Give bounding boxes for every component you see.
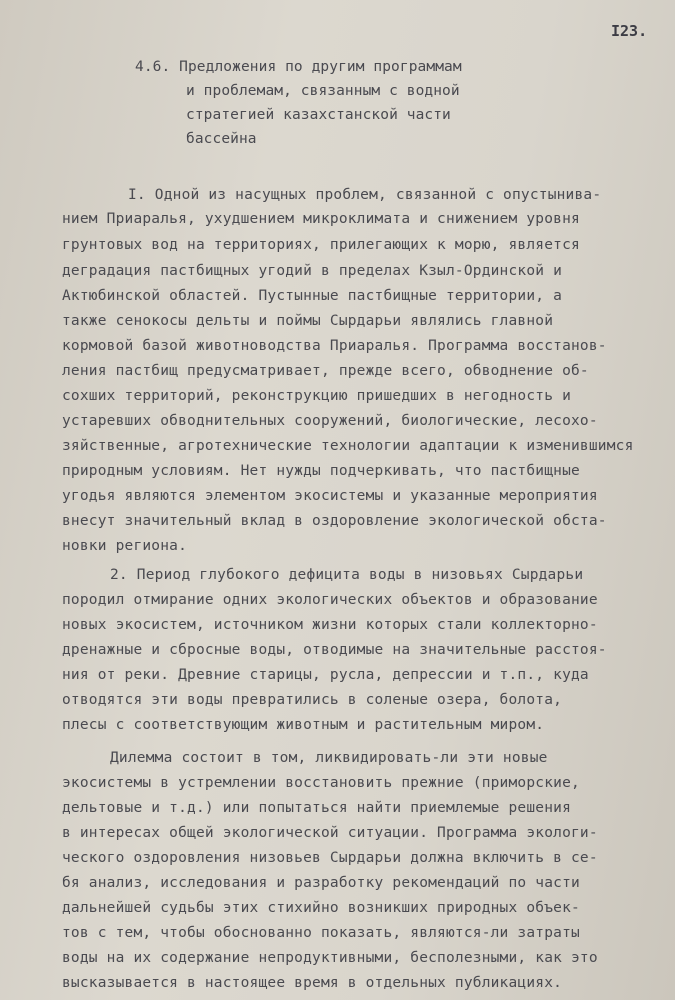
text-line: также сенокосы дельты и поймы Сырдарьи являлись главной (62, 313, 554, 329)
text-line: деградация пастбищных угодий в пределах Кзыл-Ординской и (62, 263, 563, 279)
text-line: высказывается в настоящее время в отдельных публикациях. (62, 975, 563, 991)
text-line: бя анализ, исследования и разработку рекомендаций по части (62, 875, 580, 891)
text-line: новых экосистем, источником жизни которых стали коллекторно- (62, 617, 598, 633)
text-line: зяйственные, агротехнические технологии адаптации к изменившимся (62, 438, 634, 454)
heading-line: стратегией казахстанской части (186, 107, 451, 123)
text-line: ческого оздоровления низовьев Сырдарьи должна включить в се- (62, 850, 598, 866)
text-line: Дилемма состоит в том, ликвидировать-ли эти новые (110, 750, 548, 766)
text-line: новки региона. (62, 538, 188, 554)
text-line: угодья являются элементом экосистемы и указанные мероприятия (62, 488, 598, 504)
text-line: дренажные и сбросные воды, отводимые на значительные расстоя- (62, 642, 607, 658)
text-line: сохших территорий, реконструкцию пришедших в негодность и (62, 388, 571, 404)
text-line: плесы с соответствующим животным и растительным миром. (62, 717, 545, 733)
text-line: природным условиям. Нет нужды подчеркивать, что пастбищные (62, 463, 580, 479)
text-line: тов с тем, чтобы обоснованно показать, являются-ли затраты (62, 925, 580, 941)
text-line: ния от реки. Древние старицы, русла, депрессии и т.п., куда (62, 667, 589, 683)
heading-line: и проблемам, связанным с водной (186, 83, 460, 99)
text-line: в интересах общей экологической ситуации. Программа экологи- (62, 825, 598, 841)
text-line: устаревших обводнительных сооружений, биологические, лесохо- (62, 413, 598, 429)
text-line: воды на их содержание непродуктивными, бесполезными, как это (62, 950, 598, 966)
text-line: I. Одной из насущных проблем, связанной с опустынива- (128, 187, 602, 203)
text-line: отводятся эти воды превратились в соленые озера, болота, (62, 692, 563, 708)
text-line: дальнейшей судьбы этих стихийно возникших природных объек- (62, 900, 580, 916)
text-line: 2. Период глубокого дефицита воды в низовьях Сырдарьи (110, 567, 584, 583)
text-line: кормовой базой животноводства Приаралья. Программа восстанов- (62, 338, 607, 354)
page-number: I23. (611, 22, 648, 40)
text-line: нием Приаралья, ухудшением микроклимата и снижением уровня (62, 211, 580, 227)
text-line: дельтовые и т.д.) или попытаться найти приемлемые решения (62, 800, 571, 816)
text-line: экосистемы в устремлении восстановить прежние (приморские, (62, 775, 580, 791)
text-line: породил отмирание одних экологических объектов и образование (62, 592, 598, 608)
text-line: Актюбинской областей. Пустынные пастбищные территории, а (62, 288, 563, 304)
text-line: грунтовых вод на территориях, прилегающих к морю, является (62, 237, 580, 253)
text-line: ления пастбищ предусматривает, прежде всего, обводнение об- (62, 363, 589, 379)
heading-line: 4.6. Предложения по другим программам (135, 59, 462, 75)
text-line: внесут значительный вклад в оздоровление экологической обста- (62, 513, 607, 529)
heading-line: бассейна (186, 131, 257, 147)
